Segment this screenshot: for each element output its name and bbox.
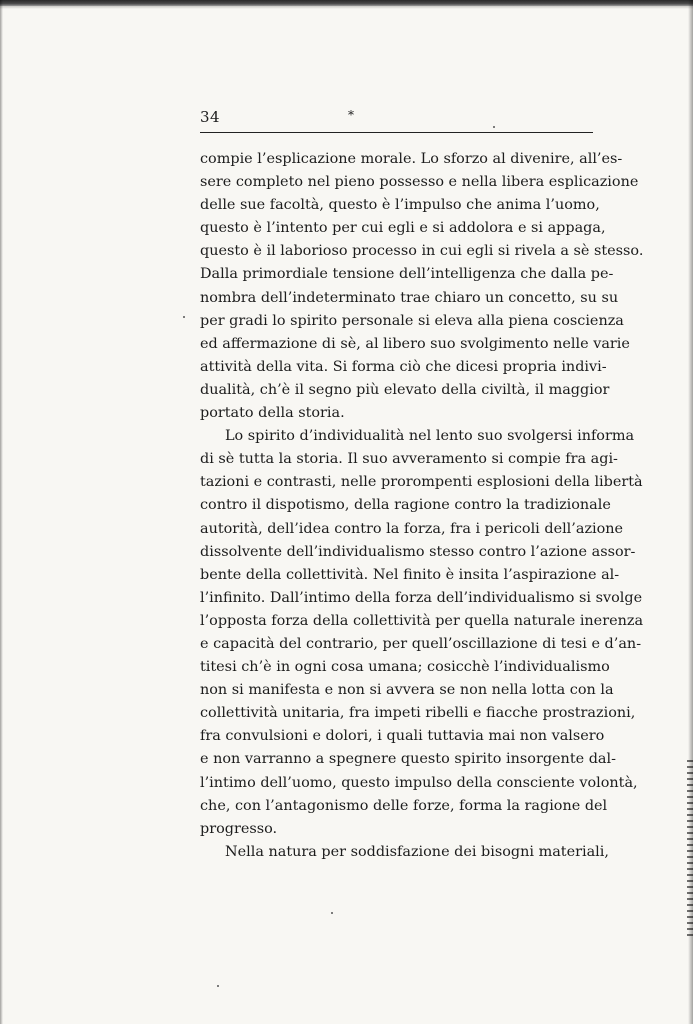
paragraph-end-line: progresso. (200, 820, 278, 837)
text-line: l’infinito. Dall’intimo della forza dell’individualismo si svolge (200, 589, 643, 606)
text-line: titesi ch’è in ogni cosa umana; cosicchè l’individualismo (200, 659, 610, 676)
scan-speck (217, 985, 219, 987)
scan-top-shadow (0, 6, 693, 9)
text-line: l’intimo dell’uomo, questo impulso della consciente volontà, (200, 774, 638, 791)
text-line: attività della vita. Si forma ciò che dicesi propria indivi- (200, 358, 607, 375)
scan-speck (183, 316, 185, 318)
text-line: contro il dispotismo, della ragione contro la tradizionale (200, 497, 611, 514)
text-line: dualità, ch’è il segno più elevato della civiltà, il maggior (200, 381, 610, 398)
text-line: l’opposta forza della collettività per quella naturale inerenza (200, 612, 644, 629)
text-line: non si manifesta e non si avvera se non nella lotta con la (200, 682, 614, 699)
text-line: che, con l’antagonismo delle forze, forma la ragione del (200, 797, 608, 814)
text-line: tazioni e contrasti, nelle prorompenti esplosioni della libertà (200, 474, 643, 491)
text-line: bente della collettività. Nel finito è insita l’aspirazione al- (200, 566, 620, 583)
paragraph-start-line: Lo spirito d’individualità nel lento suo svolgersi informa (225, 428, 635, 445)
text-line: e non varranno a spegnere questo spirito insorgente dal- (200, 751, 616, 768)
scan-speck (331, 912, 333, 914)
text-line: dissolvente dell’individualismo stesso contro l’azione assor- (200, 543, 636, 560)
text-line: nombra dell’indeterminato trae chiaro un concetto, su su (200, 289, 619, 306)
text-line: di sè tutta la storia. Il suo avveramento si compie fra agi- (200, 451, 618, 468)
text-line: ed affermazione di sè, al libero suo svolgimento nelle varie (200, 335, 630, 352)
text-line: compie l’esplicazione morale. Lo sforzo al divenire, all’es- (200, 151, 623, 167)
scan-left-edge (0, 0, 3, 1024)
body-text (200, 148, 644, 864)
text-line: e capacità del contrario, per quell’oscillazione di tesi e d’an- (200, 635, 642, 652)
text-line: fra convulsioni e dolori, i quali tuttavia mai non valsero (200, 728, 605, 745)
page-number: 34 (200, 108, 221, 126)
text-line: questo è il laborioso processo in cui egli si rivela a sè stesso. (200, 243, 644, 260)
text-line: per gradi lo spirito personale si eleva alla piena coscienza (200, 312, 624, 329)
header-mark: * (348, 108, 354, 122)
text-line: autorità, dell’idea contro la forza, fra i pericoli dell’azione (200, 520, 624, 537)
text-line: questo è l’intento per cui egli e si addolora e si appaga, (200, 220, 606, 237)
text-line: delle sue facoltà, questo è l’impulso che anima l’uomo, (200, 197, 600, 214)
scan-binding-specks (687, 760, 693, 940)
text-line: collettività unitaria, fra impeti ribelli e fiacche prostrazioni, (200, 705, 636, 722)
scan-speck (493, 126, 495, 128)
page-header (200, 108, 593, 128)
text-line: Dalla primordiale tensione dell’intelligenza che dalla pe- (200, 266, 614, 283)
header-rule (200, 132, 593, 133)
text-line: sere completo nel pieno possesso e nella libera esplicazione (200, 174, 639, 191)
paragraph-end-line: portato della storia. (200, 405, 345, 422)
paragraph-start-line: Nella natura per soddisfazione dei bisogni materiali, (225, 843, 609, 860)
